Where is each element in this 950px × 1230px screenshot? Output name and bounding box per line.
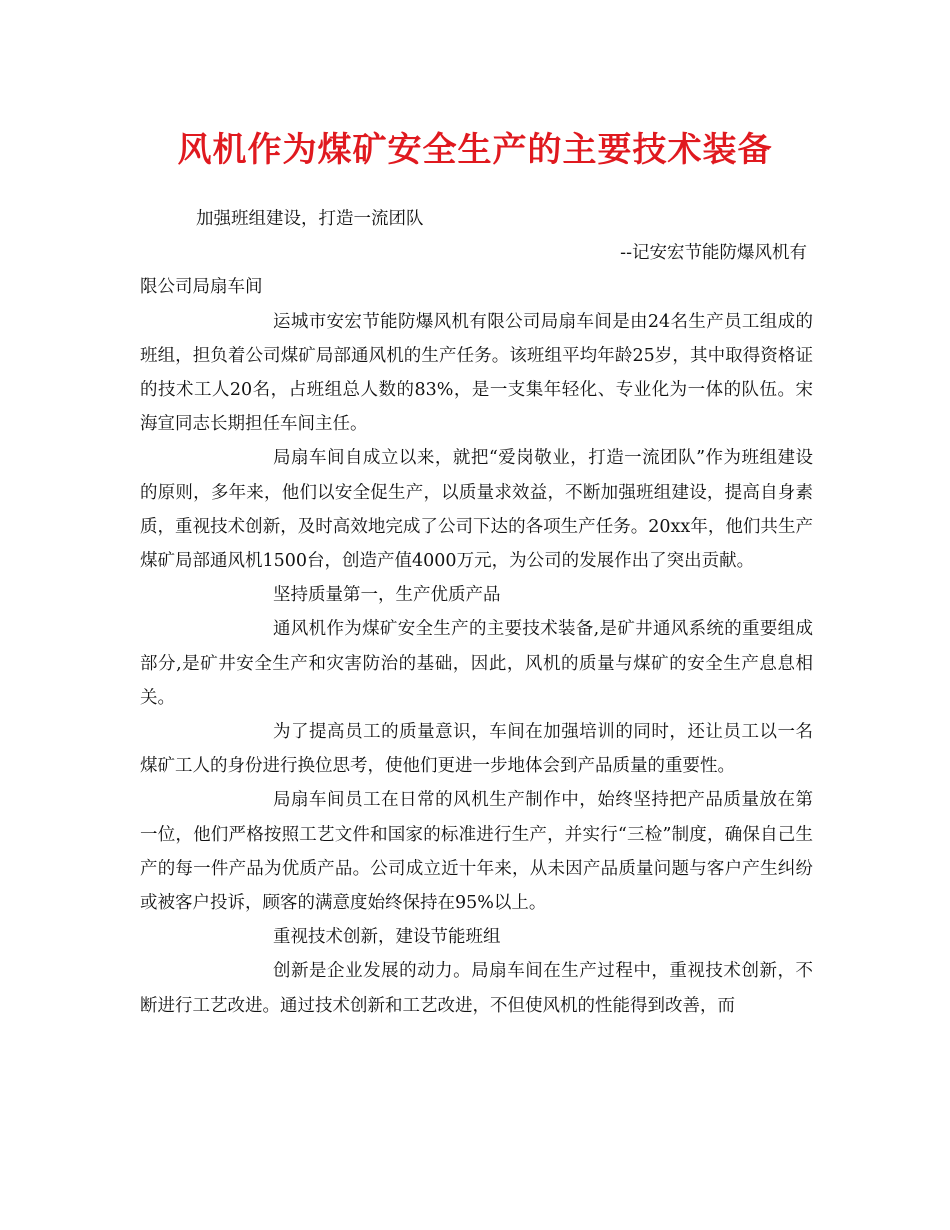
document-body	[140, 202, 813, 1023]
signature-line: --记安宏节能防爆风机有	[620, 243, 807, 264]
paragraph-history: 局扇车间自成立以来，就把“爱岗敬业，打造一流团队”作为班组建设的原则，多年来，他们以安全促生产，以质量求效益，不断加强班组建设，提高自身素质，重视技术创新，及时高效地完成了公司下达的各项生产任务。20xx年，他们共生产煤矿局部通风机1500台，创造产值4000万元，为公司的发展作出了突出贡献。	[140, 448, 813, 572]
paragraph-quality-3: 局扇车间员工在日常的风机生产制作中，始终坚持把产品质量放在第一位，他们严格按照工艺文件和国家的标准进行生产，并实行“三检”制度，确保自己生产的每一件产品为优质产品。公司成立近十年来，从未因产品质量问题与客户产生纠纷或被客户投诉，顾客的满意度始终保持在95%以上。	[140, 790, 813, 914]
lead-line: 加强班组建设，打造一流团队	[196, 209, 424, 229]
section-heading-innovation: 重视技术创新，建设节能班组	[273, 927, 501, 948]
paragraph-intro: 运城市安宏节能防爆风机有限公司局扇车间是由24名生产员工组成的班组，担负着公司煤矿局部通风机的生产任务。该班组平均年龄25岁，其中取得资格证的技术工人20名，占班组总人数的83%，是一支集年轻化、专业化为一体的队伍。宋海宣同志长期担任车间主任。	[140, 311, 813, 435]
paragraph-innovation-1: 创新是企业发展的动力。局扇车间在生产过程中，重视技术创新，不断进行工艺改进。通过技术创新和工艺改进，不但使风机的性能得到改善，而	[140, 961, 813, 1016]
paragraph-quality-2: 为了提高员工的质量意识，车间在加强培训的同时，还让员工以一名煤矿工人的身份进行换位思考，使他们更进一步地体会到产品质量的重要性。	[140, 722, 813, 777]
document-title: 风机作为煤矿安全生产的主要技术装备	[177, 130, 773, 170]
signature-continuation: 限公司局扇车间	[140, 277, 263, 298]
section-heading-quality: 坚持质量第一，生产优质产品	[273, 585, 501, 606]
paragraph-quality-1: 通风机作为煤矿安全生产的主要技术装备,是矿井通风系统的重要组成部分,是矿井安全生产和灾害防治的基础，因此，风机的质量与煤矿的安全生产息息相关。	[140, 619, 813, 708]
